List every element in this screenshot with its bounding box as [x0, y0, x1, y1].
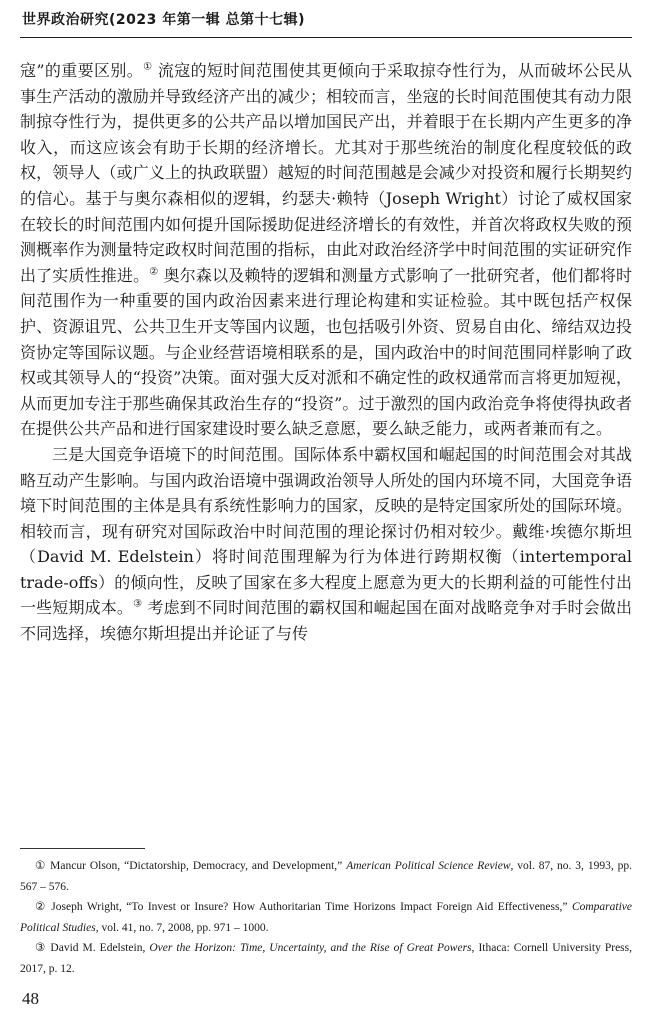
paragraph-text: 流寇的短时间范围使其更倾向于采取掠夺性行为，从而破坏公民从事生产活动的激励并导致经济产出的减少；相较而言，坐寇的长时间范围使其有动力限制掠夺性行为，提供更多的公共产品以增加国民产出，并着眼于在长期内产生更多的净收入，而这应该会有助于长期的经济增长。尤其对于那些统治的制度化程度较低的政权，领导人（或广义上的执政联盟）越短的时间范围越是会减少对投资和履行长期契约的信心。基于与奥尔森相似的逻辑，约瑟夫·赖特（Joseph Wright）讨论了威权国家在较长的时间范围内如何提升国际援助促进经济增长的有效性，并首次将政权失败的预测概率作为测量特定政权时间范围的指标，由此对政治经济学中时间范围的实证研究作出了实质性推进。 [20, 61, 632, 285]
footnote-entry [20, 856, 632, 897]
footnote-marker: ① [143, 61, 153, 73]
footnote-title: Over the Horizon: Time, Uncertainty, and the Rise of Great Powers [149, 942, 472, 954]
footnote-title: Comparative Political Studies [20, 901, 632, 934]
body-paragraph [20, 442, 632, 647]
footnotes [20, 856, 632, 979]
page-number: 48 [22, 989, 39, 1008]
paragraph-text: 三是大国竞争语境下的时间范围。国际体系中霸权国和崛起国的时间范围会对其战略互动产生影响。与国内政治语境中强调政治领导人所处的国内环境不同，大国竞争语境下时间范围的主体是具有系统性影响力的国家，反映的是特定国家所处的国际环境。相较而言，现有研究对国际政治中时间范围的理论探讨仍相对较少。戴维·埃德尔斯坦（David M. Edelstein）将时间范围理解为行为体进行跨期权衡（intertemporal trade-offs）的倾向性，反映了国家在多大程度上愿意为更大的长期利益的可能性付出一些短期成本。 [20, 444, 632, 618]
footnote-marker: ③ [133, 599, 143, 611]
paragraph-text: 考虑到不同时间范围的霸权国和崛起国在面对战略竞争对手时会做出不同选择，埃德尔斯坦提出并论证了与传 [20, 598, 632, 644]
body-text [20, 58, 632, 647]
running-head: 世界政治研究(2023 年第一辑 总第十七辑) [22, 12, 306, 28]
paragraph-text: 奥尔森以及赖特的逻辑和测量方式影响了一批研究者，他们都将时间范围作为一种重要的国内政治因素来进行理论构建和实证检验。其中既包括产权保护、资源诅咒、公共卫生开支等国内议题，也包括吸引外资、贸易自由化、缔结双边投资协定等国际议题。与企业经营语境相联系的是，国内政治中的时间范围同样影响了政权或其领导人的“投资”决策。面对强大反对派和不确定性的政权通常而言将更加短视，从而更加专注于那些确保其政治生存的“投资”。过于激烈的国内政治竞争将使得执政者在提供公共产品和进行国家建设时要么缺乏意愿，要么缺乏能力，或两者兼而有之。 [20, 265, 632, 439]
footnote-text: , vol. 41, no. 7, 2008, pp. 971 – 1000. [95, 921, 269, 934]
footnote-text: ③ David M. Edelstein, [34, 942, 150, 954]
footnote-rule [20, 848, 145, 849]
footnote-text: ① Mancur Olson, “Dictatorship, Democracy, and Development,” [34, 860, 347, 872]
footnote-text: ② Joseph Wright, “To Invest or Insure? How Authoritarian Time Horizons Impact Foreign Aid Effectiveness,” [34, 901, 572, 913]
header-rule [20, 37, 632, 38]
paragraph-text: 寇”的重要区别。 [20, 61, 144, 80]
footnote-title: American Political Science Review [346, 860, 511, 872]
footnote-text: , vol. 87, no. 3, 1993, pp. 567 – 576. [20, 860, 632, 893]
body-paragraph [20, 58, 632, 442]
footnote-entry [20, 897, 632, 938]
footnote-marker: ② [149, 266, 159, 278]
footnote-entry [20, 938, 632, 979]
footnote-text: , Ithaca: Cornell University Press, 2017, p. 12. [20, 942, 632, 975]
